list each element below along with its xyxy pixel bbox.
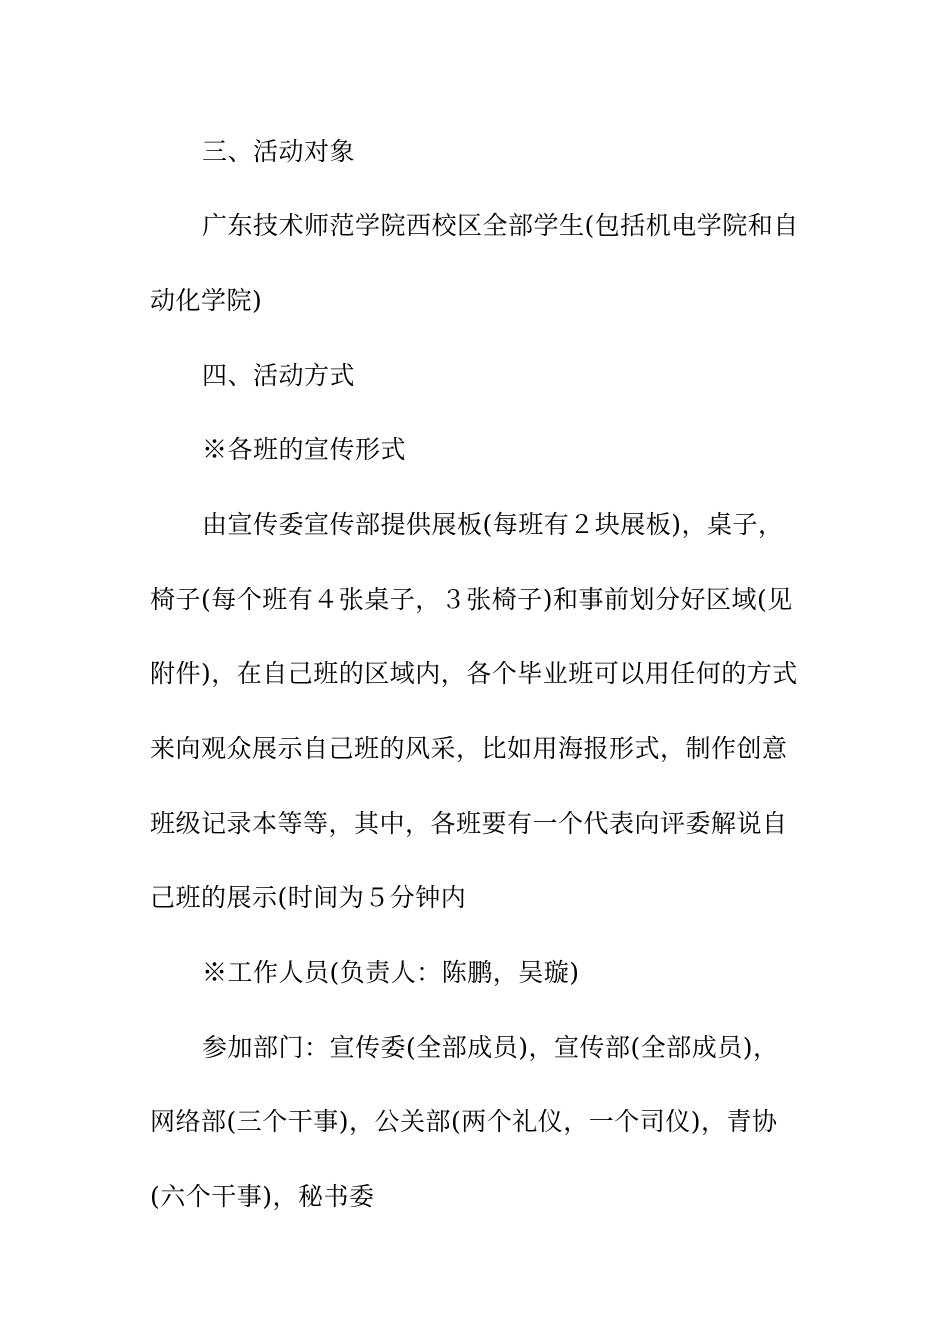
- paragraph-line: 椅子(每个班有４张桌子，３张椅子)和事前划分好区域(见: [150, 585, 793, 614]
- heading-activity-method: 四、活动方式: [202, 361, 356, 390]
- paragraph-line: 由宣传委宣传部提供展板(每班有２块展板)，桌子，: [202, 510, 784, 539]
- paragraph-line: 参加部门：宣传委(全部成员)，宣传部(全部成员)，: [202, 1033, 779, 1062]
- paragraph-line: 来向观众展示自己班的风采，比如用海报形式，制作创意: [150, 734, 788, 763]
- paragraph-line: 动化学院): [150, 286, 263, 315]
- paragraph-line: 班级记录本等等，其中，各班要有一个代表向评委解说自: [150, 809, 788, 838]
- paragraph-line: 附件)，在自己班的区域内，各个毕业班可以用任何的方式: [150, 659, 798, 688]
- paragraph-line: 广东技术师范学院西校区全部学生(包括机电学院和自: [202, 211, 799, 240]
- subheading-staff: ※工作人员(负责人：陈鹏，吴璇): [202, 958, 580, 987]
- subheading-promotion-form: ※各班的宣传形式: [202, 435, 407, 464]
- paragraph-line: 己班的展示(时间为５分钟内: [150, 883, 467, 912]
- heading-activity-target: 三、活动对象: [202, 137, 356, 166]
- paragraph-line: 网络部(三个干事)，公关部(两个礼仪，一个司仪)，青协: [150, 1107, 778, 1136]
- paragraph-line: (六个干事)，秘书委: [150, 1182, 375, 1211]
